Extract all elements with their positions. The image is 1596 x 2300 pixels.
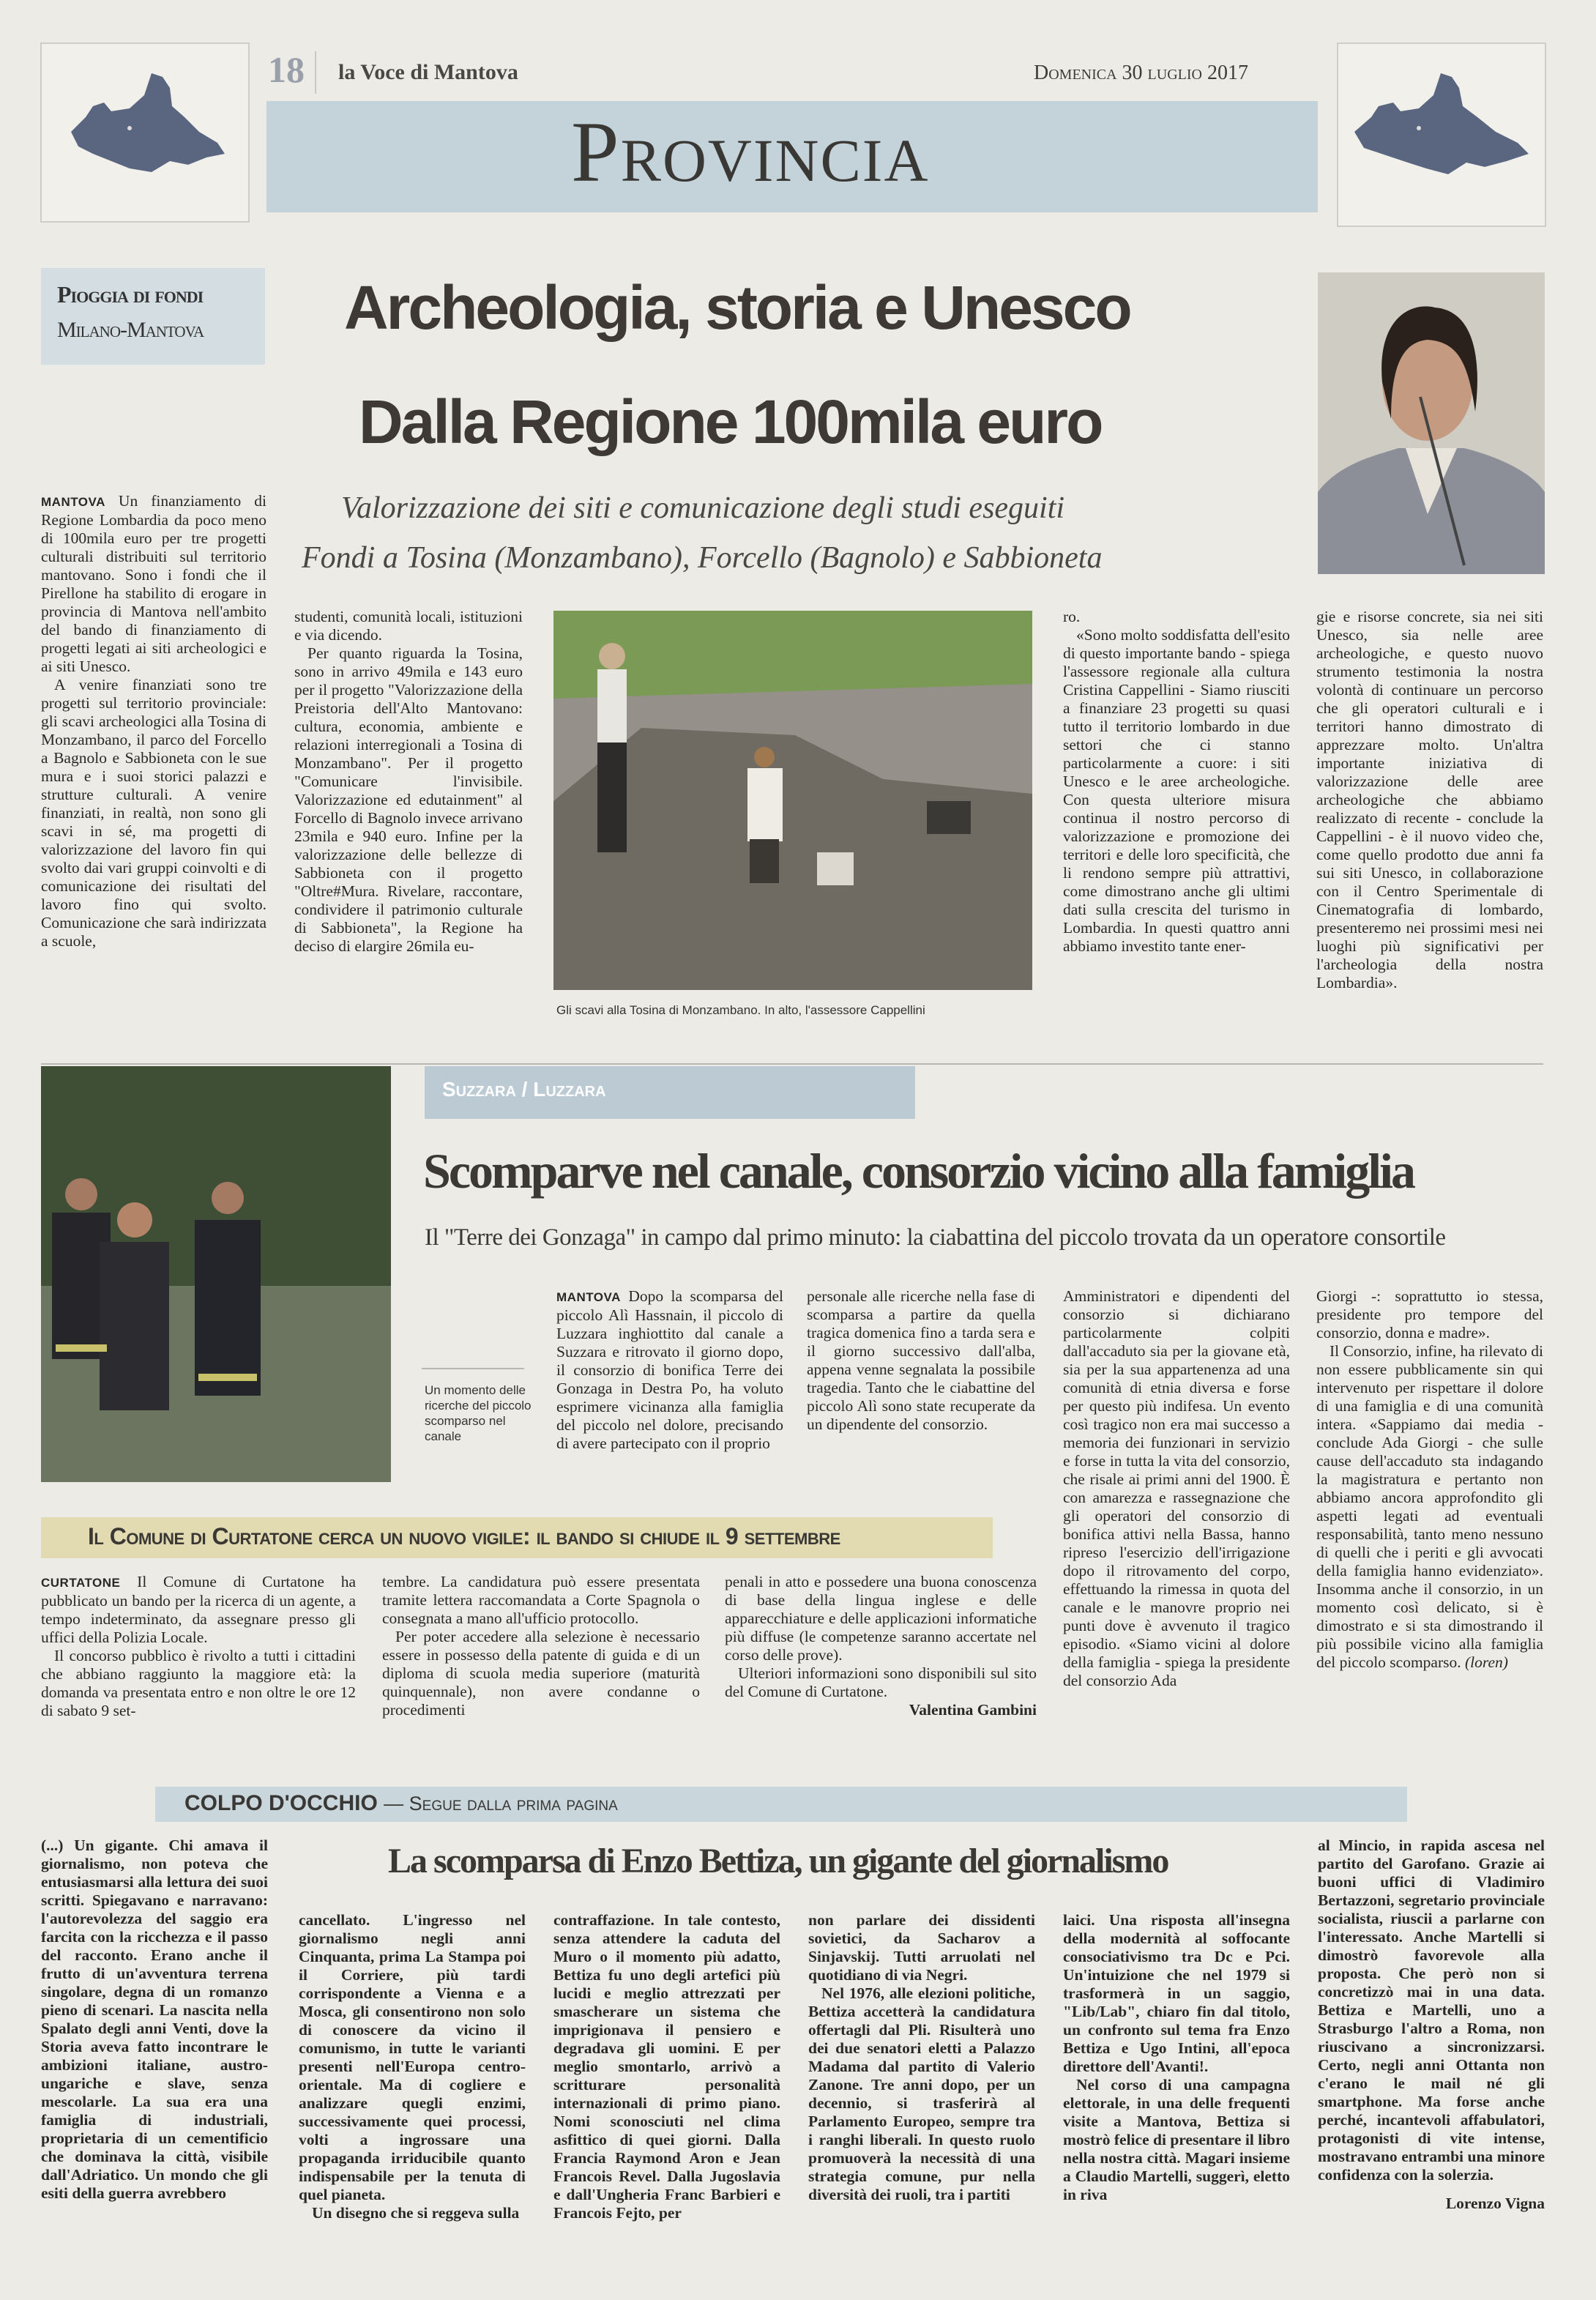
rescue-photo-caption: Un momento delle ricerche del piccolo scomparso nel canale [425,1383,532,1443]
article1-col2-p2: Per quanto riguarda la Tosina, sono in arrivo 49mila e 143 euro per il progetto "Valorizzazione della Preistoria dell'Alto Mantovano: cultura, economia, ambiente e relazioni interregionali a Tosina di Monzambano". Per il progetto "Comunicare l'invisibile. Valorizzazione ed edutainment" al Forcello di Bagnolo invece arrivano 23mila e 940 euro. Infine per la valorizzazione delle bellezze di Sabbioneta con il progetto "Oltre#Mura. Rivelare, raccontare, condividere il patrimonio culturale di Sabbioneta", la Regione ha deciso di elargire 26mila eu- [294,644,523,955]
article1-col3-p1: ro. [1063,608,1081,625]
caption-rule [422,1368,524,1369]
excavation-photo-caption: Gli scavi alla Tosina di Monzambano. In alto, l'assessore Cappellini [556,1003,925,1017]
article4-col2-p2: Un disegno che si reggeva sulla [312,2204,520,2222]
article3-col1-p1: Il Comune di Curtatone ha pubblicato un bando per la ricerca di un agente, a tempo indeterminato, da assegnare presso gli uffici della Polizia Locale. [41,1573,356,1646]
province-map-icon [1338,44,1545,226]
article1-col2-p1: studenti, comunità locali, istituzioni e via dicendo. [294,608,523,644]
article3-headline: Il Comune di Curtatone cerca un nuovo vigile: il bando si chiude il 9 settembre [88,1523,840,1549]
article1-col1-lead: MANTOVA [41,495,105,509]
rescue-photo [41,1066,391,1482]
article1-headline-line1: Archeologia, storia e Unesco [344,273,1130,342]
article1-col4 [1316,608,1543,992]
article4-col3-p1: contraffazione. In tale contesto, senza attendere la caduta del Muro o il momento più adatto, Bettiza fu uno degli artefici più lucidi e meglio attrezzati per smascherare un sistema che imprigionava il pensiero e degradava gli uomini. E per meglio smontarlo, arrivò a scritturare personalità internazionali di primo piano. Nomi sconosciuti nel clima asfittico di quei giorni. Dalla Francia Raymond Aron e Jean Francois Revel. Dalla Jugoslavia e dall'Ungheria Franc Barbieri e Francois Fejto, per [553,1911,780,2222]
article1-col4-p1: gie e risorse concrete, sia nei siti Unesco, sia nelle aree archeologiche, e questo nuovo strumento testimonia la nostra volontà di continuare un percorso che gli operatori culturali e i territori hanno dimostrato di apprezzare molto. Un'altra importante iniziativa di valorizzazione delle aree archeologiche che abbiamo realizzato di recente - conclude la Cappellini - è il nuovo video che, come quello prodotto due anni fa sui siti Unesco, in collaborazione con il Centro Sperimentale di Cinematografia di lombardo, presenteremo nei prossimi mesi nei luoghi più significativi per l'archeologia della nostra Lombardia». [1316,608,1543,991]
article4-col6 [1318,1836,1545,2213]
article2-signature: (loren) [1465,1653,1508,1671]
article4-rubric [184,1791,618,1816]
article1-kicker-line1: Pioggia di fondi [57,281,204,308]
article2-col4-p2: Il Consorzio, infine, ha rilevato di non essere pubblicamente sin qui intervenuto per rispettare il dolore di una famiglia e di una comunità intera. «Sappiamo dai media - conclude Ada Giorgi - che sulle cause dell'accaduto sta indagando la magistratura e pertanto non abbiamo ancora approfondito gli aspetti legati ad eventuali responsabilità, tanto meno nessuno di quelli che i periti e gli avvocati della famiglia hanno evidenziato». Insomma anche il consorzio, in un momento così delicato, si è dimostrato e si sta dimostrando il più possibile vicino alla famiglia del piccolo scomparso. [1316,1342,1543,1671]
article1-kicker-line2: Milano-Mantova [57,318,204,342]
right-map-box [1337,42,1546,227]
article4-signature: Lorenzo Vigna [1445,2195,1545,2212]
article1-col3-p2: «Sono molto soddisfatta dell'esito di questo importante bando - spiega l'assessore regionale alla cultura Cristina Cappellini - Siamo riusciti a finanziare 23 progetti su quasi tutto il territorio lombardo in due settori che ci stanno particolarmente a cuore: i siti Unesco e le aree archeologiche. Con questa ulteriore misura continua il nostro percorso di valorizzazione e promozione dei territori e delle loro specificità, che li rendono sempre più attrattivi, come dimostrano anche gli ultimi dati sulla crescita del turismo in Lombardia. In questi quattro anni abbiamo investito tante ener- [1063,626,1290,955]
issue-date: Domenica 30 luglio 2017 [1034,62,1248,84]
excavation-photo [553,611,1032,990]
article4-col4-p1: non parlare dei dissidenti sovietici, da Sacharov a Sinjavskij. Tutti arruolati nel quotidiano di via Negri. [808,1911,1035,1984]
article2-col2 [807,1287,1035,1434]
article2-col3 [1063,1287,1290,1690]
article2-col4-p1: Giorgi -: soprattutto io stessa, presidente pro tempore del consorzio, donna e madre». [1316,1287,1543,1341]
article1-col1 [41,492,266,950]
left-map-box [40,42,250,223]
article4-col2 [299,1911,526,2222]
article1-subhead-line1: Valorizzazione dei siti e comunicazione degli studi eseguiti [341,491,1065,525]
article2-headline: Scomparve nel canale, consorzio vicino alla famiglia [423,1143,1414,1199]
article2-subhead: Il "Terre dei Gonzaga" in campo dal primo minuto: la ciabattina del piccolo trovata da un operatore consortile [425,1224,1446,1251]
article4-col1 [41,1836,268,2203]
article3-col2-p1: tembre. La candidatura può essere presentata tramite lettera raccomandata a Corte Spagnola o consegnata a mano all'ufficio protocollo. [382,1573,700,1627]
article4-col4-p2: Nel 1976, alle elezioni politiche, Bettiza accetterà la candidatura offertagli dal Pli. Risulterà uno dei due senatori eletti a Palazzo Madama dal partito di Valerio Zanone. Tre anni dopo, per un decennio, si trasferirà al Parlamento Europeo, sempre tra i ranghi liberali. In questo ruolo promuoverà la necessità di una strategia comune, pur nella diversità dei ruoli, tra i partiti [808,1984,1035,2203]
article3-col3-p2: Ulteriori informazioni sono disponibili sul sito del Comune di Curtatone. [725,1664,1037,1700]
article3-col1-lead: CURTATONE [41,1576,121,1590]
newspaper-name: la Voce di Mantova [338,60,518,84]
article1-subhead-line2: Fondi a Tosina (Monzambano), Forcello (Bagnolo) e Sabbioneta [302,541,1103,575]
article3-col3-p1: penali in atto e possedere una buona conoscenza di base della lingua inglese e delle apparecchiature e delle applicazioni informatiche più diffuse (le competenze saranno accertate nel corso delle prove). [725,1573,1037,1664]
article1-col1-p1: Un finanziamento di Regione Lombardia da poco meno di 100mila euro per tre progetti culturali distribuiti sul territorio mantovano. Sono i fondi che il Pirellone ha stabilito di erogare in provincia di Mantova nell'ambito del bando di finanziamento di progetti legati ai siti archeologici e ai siti Unesco. [41,492,266,675]
article3-col2-p2: Per poter accedere alla selezione è necessario essere in possesso della patente di guida e di un diploma di scuola media superiore (maturità quinquennale), non avere condanne o procedimenti [382,1628,700,1719]
article2-col4 [1316,1287,1543,1672]
article4-col5-p2: Nel corso di una campagna elettorale, in una delle frequenti visite a Mantova, Bettiza si mostrò felice di presentare il libro nella nostra città. Magari insieme a Claudio Martelli, suggerì, eletto in riva [1063,2076,1290,2203]
article2-col1 [556,1287,783,1453]
page-number: 18 [268,49,305,90]
portrait-photo [1318,272,1545,574]
province-map-icon [42,44,248,221]
article4-col5-p1: laici. Una risposta all'insegna della modernità al soffocante consociativismo tra Dc e Pci. Un'intuizione che nel 1979 si trasformerà in un saggio, "Lib/Lab", chiaro fin dal titolo, un confronto sul tema fra Enzo Bettiza e Ugo Intini, all'epoca direttore dell'Avanti!. [1063,1911,1290,2075]
article3-col2 [382,1573,700,1719]
article3-col3 [725,1573,1037,1719]
article4-col6-p1: al Mincio, in rapida ascesa nel partito del Garofano. Grazie ai buoni uffici di Vladimiro Bertazzoni, segretario provinciale socialista, riuscii a parlarne con l'interessato. Anche Martelli si dimostrò favorevole alla proposta. Che però non si concretizzò mai in una data. Bettiza e Martelli, uno a Strasburgo l'altro a Roma, non riuscivano a sincronizzarsi. Certo, negli anni Ottanta non c'erano le mail né gli smartphone. Ma forse anche perché, incantevoli affabulatori, protagonisti di vite intense, mostravano entrambi una minore confidenza con la solerzia. [1318,1836,1545,2184]
article3-col1-p2: Il concorso pubblico è rivolto a tutti i cittadini che abbiano raggiunto la maggiore età: la domanda va presentata entro e non oltre le ore 12 di sabato 9 set- [41,1647,356,1719]
article4-headline: La scomparsa di Enzo Bettiza, un gigante del giornalismo [388,1842,1168,1880]
article4-col5 [1063,1911,1290,2204]
article4-col4 [808,1911,1035,2204]
article4-col2-p1: cancellato. L'ingresso nel giornalismo negli anni Cinquanta, prima La Stampa poi il Corriere, più tardi corrispondente a Vienna e a Mosca, gli consentirono non solo di conoscere da vicino il comunismo, in tutte le varianti presenti nell'Europa centro-orientale. Ma di cogliere e analizzare quegli enzimi, successivamente quei processi, volti a ingrossare una propaganda irriducibile quanto indispensabile per la tenuta di quel pianeta. [299,1911,526,2203]
article4-rubric-title: COLPO D'OCCHIO [184,1791,378,1815]
article2-col3-p1: Amministratori e dipendenti del consorzio si dichiarano particolarmente colpiti dall'accaduto sia per la giovane età, sia per la sua appartenenza ad una comunità di etnia diversa e forse per questo più indifesa. Un evento così tragico non era mai successo a memoria dei funzionari in servizio e forse in tutta la vita del consorzio, che risale ai primi anni del 1900. È con amarezza e rassegnazione che gli operatori del consorzio di bonifica attivi nella Bassa, hanno ripreso l'esercizio dell'irrigazione dopo il ritrovamento del corpo, effettuando la rimessa in quota del canale e le manovre proprio nei punti dove è avvenuto il tragico episodio. «Siamo vicini al dolore della famiglia - spiega la presidente del consorzio Ada [1063,1287,1290,1689]
article1-col1-p2: A venire finanziati sono tre progetti sul territorio provinciale: gli scavi archeologici alla Tosina di Monzambano, il parco del Forcello a Bagnolo e Sabbioneta con le sue mura e i suoi storici palazzi e strutture culturali. A venire finanziati, in realtà, non sono gli scavi in sé, ma progetti di valorizzazione del lavoro fin qui svolto dai vari gruppi coinvolti e di comunicazione dei risultati del lavoro fino qui svolto. Comunicazione che sarà indirizzata a scuole, [41,676,266,950]
article2-col2-p1: personale alle ricerche nella fase di scomparsa a partire da quella tragica domenica fino a tarda sera e il giorno successivo dall'alba, appena venne segnalata la possibile tragedia. Tanto che le ciabattine del piccolo Alì sono state recuperate da un dipendente del consorzio. [807,1287,1035,1433]
article4-rubric-sub: — Segue dalla prima pagina [384,1793,618,1815]
separator [41,1063,1543,1065]
article2-col1-lead: MANTOVA [556,1290,621,1304]
article1-col3 [1063,608,1290,956]
article1-col2 [294,608,523,956]
article3-signature: Valentina Gambini [909,1701,1037,1719]
header-divider [315,51,316,94]
article2-kicker: Suzzara / Luzzara [442,1078,606,1101]
article4-col3 [553,1911,780,2222]
article1-headline-line2: Dalla Regione 100mila euro [359,387,1102,456]
article3-col1 [41,1573,356,1720]
section-title: Provincia [571,104,930,200]
article2-col1-p1: Dopo la scomparsa del piccolo Alì Hassnain, il piccolo di Luzzara inghiottito dal canale a Suzzara e ritrovato il giorno dopo, il consorzio di bonifica Terre dei Gonzaga in Destra Po, ha voluto esprimere vicinanza alla famiglia del piccolo nel dolore, precisando di avere partecipato con il proprio [556,1287,783,1452]
article4-col1-p1: (...) Un gigante. Chi amava il giornalismo, non poteva che entusiasmarsi alla lettura dei suoi scritti. Spiegavano e narravano: l'autorevolezza del saggio era farcita con la ricchezza e il passo del racconto. Erano anche il frutto di un'avventura terrena singolare, degna di un romanzo pieno di scenari. La nascita nella Spalato degli anni Venti, dove la Storia aveva fatto incontrare le ambizioni italiane, austro-ungariche e slave, senza mescolarle. La sua era una famiglia di industriali, proprietaria di un cementificio che dominava la città, visibile dall'Adriatico. Un mondo che gli esiti della guerra avrebbero [41,1836,268,2202]
